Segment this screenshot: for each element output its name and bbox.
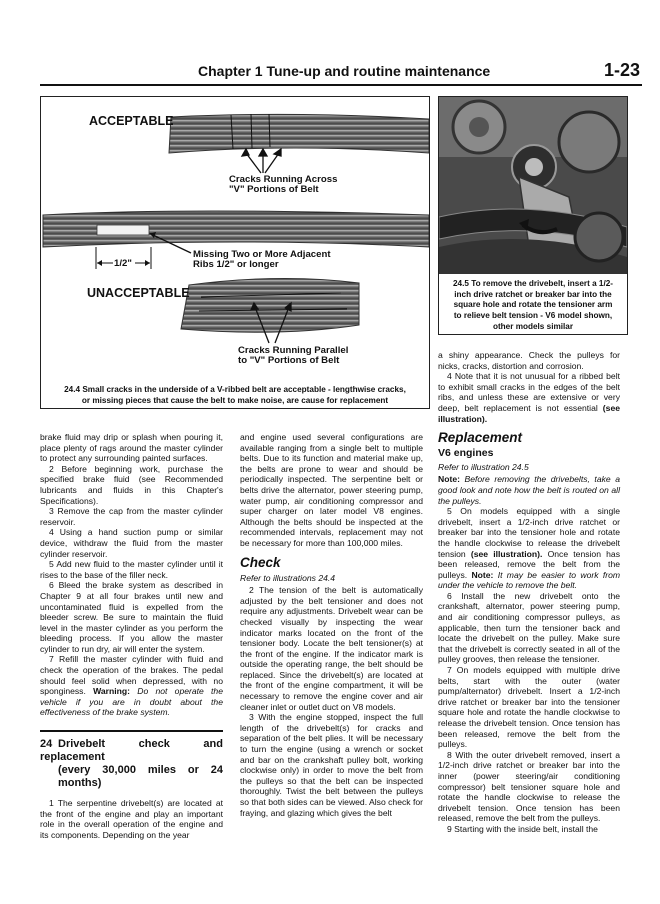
col1-p2: 2 Before beginning work, purchase the specified brake fluid (see Recommended lubricants and fluids in this Chapter's Specifications). — [40, 463, 223, 506]
column-1 — [40, 432, 223, 840]
v6-ref: Refer to illustration 24.5 — [438, 461, 529, 472]
section-title-line1: Drivebelt check and replacement — [40, 738, 223, 764]
col1-p0: brake fluid may drip or splash when pouring it, place plenty of rags around the master cylinder to protect any surrounding painted surfaces. — [40, 432, 223, 464]
section-title-line2: (every 30,000 miles or 24 months) — [58, 764, 223, 790]
replacement-heading: Replacement — [438, 430, 523, 446]
col1-p5: 5 Add new fluid to the master cylinder until it rises to the base of the filler neck. — [40, 559, 223, 580]
col3-p1: a shiny appearance. Check the pulleys for nicks, cracks, distortion and corrosion. — [438, 350, 620, 371]
column-3 — [438, 350, 620, 835]
check-heading: Check — [240, 554, 281, 570]
col3-note1: Note: Before removing the drivebelts, take a good look and note how the belt is routed on all the pulleys. — [438, 474, 620, 506]
label-cracks-across: Cracks Running Across "V" Portions of Belt — [229, 174, 338, 196]
label-missing-ribs: Missing Two or More Adjacent Ribs 1/2" or longer — [193, 249, 331, 271]
engine-photo — [439, 97, 627, 274]
col3-p5: 5 On models equipped with a single drivebelt, insert a 1/2-inch drive ratchet or breaker bar into the tensioner hole and rotate the handle clockwise to release the drivebelt tension (see illustration). Once tension has been released, remove the belt from the pulleys. Note: It may be easier to work from under the vehicle to remove the belt. — [438, 506, 621, 591]
col1-p3: 3 Remove the cap from the master cylinder reservoir. — [40, 506, 223, 527]
col3-p7: 7 On models equipped with multiple drive belts, start with the outer (water pump/alternator) drivebelt. Insert a 1/2-inch drive ratchet or breaker bar into the tensioner square hole and rotate the handle clockwise to release the drivebelt tension. Once tension has been released, remove the belt from the pulleys. — [438, 665, 620, 750]
figure-24-5 — [438, 96, 628, 335]
chapter-title: Chapter 1 Tune-up and routine maintenance — [198, 63, 491, 79]
col2-p2: 2 The tension of the belt is automatically adjusted by the belt tensioner and does not require any adjustments. Drivebelt wear can be checked visually by inspecting the wear indicator marks located on the front of the tensioner body. Locate the belt tensioner(s) at the front of the engine. If the indicator mark is outside the operating range, the belt should be replaced. Since the drivebelt(s) are located at the front of the engine compartment, it will be necessary to remove the engine cover and air cleaner inlet or outlet duct on V8 models. — [240, 585, 423, 712]
col1-p6: 6 Bleed the brake system as described in Chapter 9 at all four brakes until new and uncontaminated fluid is expelled from the bleeder screw. Be sure to maintain the fluid level in the master cylinder as you perform the bleeding process. If you allow the master cylinder to run dry, air will enter the system. — [40, 580, 223, 654]
label-unacceptable: UNACCEPTABLE — [87, 286, 190, 300]
warning-label: Warning: — [93, 686, 131, 697]
page-number: 1-23 — [603, 60, 640, 80]
unacceptable-belt — [181, 278, 359, 332]
acceptable-belt — [169, 114, 429, 153]
label-dimension: 1/2" — [114, 258, 132, 269]
col3-p8: 8 With the outer drivebelt removed, insert a 1/2-inch drive ratchet or breaker bar into the inner (power steering/air conditioning compressor) belt tensioner square hole and rotate the handle clockwise to release the drivebelt tension. Once tension has been released, remove the belt from the pulleys. — [438, 749, 620, 824]
section-24-heading — [40, 730, 223, 790]
label-cracks-parallel: Cracks Running Parallel to "V" Portions of Belt — [238, 345, 349, 367]
v6-heading: V6 engines — [438, 447, 494, 460]
caption-24-5: 24.5 To remove the drivebelt, insert a 1/2- inch drive ratchet or breaker bar into the square hole and rotate the tensioner arm to relieve belt tension - V6 model shown, other models similar — [452, 279, 614, 331]
col3-p6: 6 Install the new drivebelt onto the crankshaft, alternator, power steering pump, and air conditioning compressor pulleys, as applicable, then turn the tensioner back and locate the drivebelt on the pulley. Make sure that the drivebelt is correctly seated in all of the pulley grooves, then release the tensioner. — [438, 590, 620, 665]
figure-24-4 — [40, 96, 430, 409]
col2-p3: 3 With the engine stopped, inspect the full length of the drivebelt(s) for cracks and separation of the belt plies. It will be necessary to turn the engine (using a wrench or socket and bar on the crankshaft pulley bolt, working clockwise only) in order to move the belt from the pulleys so that the belt can be inspected thoroughly. Twist the belt between the pulleys so that both sides can be viewed. Also check for fraying, and glazing which gives the belt — [240, 712, 423, 818]
column-2 — [240, 432, 423, 818]
col1-p8: 1 The serpentine drivebelt(s) are located at the front of the engine and play an important role in the overall operation of the engine and its components. Depending on the year — [40, 798, 223, 840]
col3-p9: 9 Starting with the inside belt, install the — [447, 823, 598, 834]
section-number: 24 — [40, 738, 53, 751]
label-acceptable: ACCEPTABLE — [89, 114, 174, 128]
col1-p7: 7 Refill the master cylinder with fluid and check the operation of the brakes. The pedal should feel solid when depressed, with no sponginess. Warning: Do not operate the vehicle if you are in doubt about the effectiveness of the brake system. — [40, 654, 223, 718]
header-rule — [40, 84, 642, 86]
col3-p4: 4 Note that it is not unusual for a ribbed belt to exhibit small cracks in the edges of the belt ribs, and unless these are extensive or very deep, belt replacement is not essential (see illustration). — [438, 371, 620, 424]
col2-p1: and engine used several configurations are available ranging from a single belt to multiple belts. Due to its function and material make up, the belts are prone to wear and should be periodically inspected. The serpentine belt or belts drive the alternator, power steering pump, water pump, air conditioning compressor and super charger on later model V8 engines. Although the belts should be inspected at the recommended intervals, replacement may not be necessary for more than 100,000 miles. — [240, 432, 423, 548]
cracks-across-arrows — [242, 149, 281, 173]
caption-24-4: 24.4 Small cracks in the underside of a V-ribbed belt are acceptable - lengthwise cracks, or missing pieces that cause the belt to make noise, are cause for replacement — [64, 385, 406, 405]
col1-p4: 4 Using a hand suction pump or similar device, withdraw the fluid from the master cylinder reservoir. — [40, 527, 223, 559]
check-ref: Refer to illustrations 24.4 — [240, 572, 336, 583]
